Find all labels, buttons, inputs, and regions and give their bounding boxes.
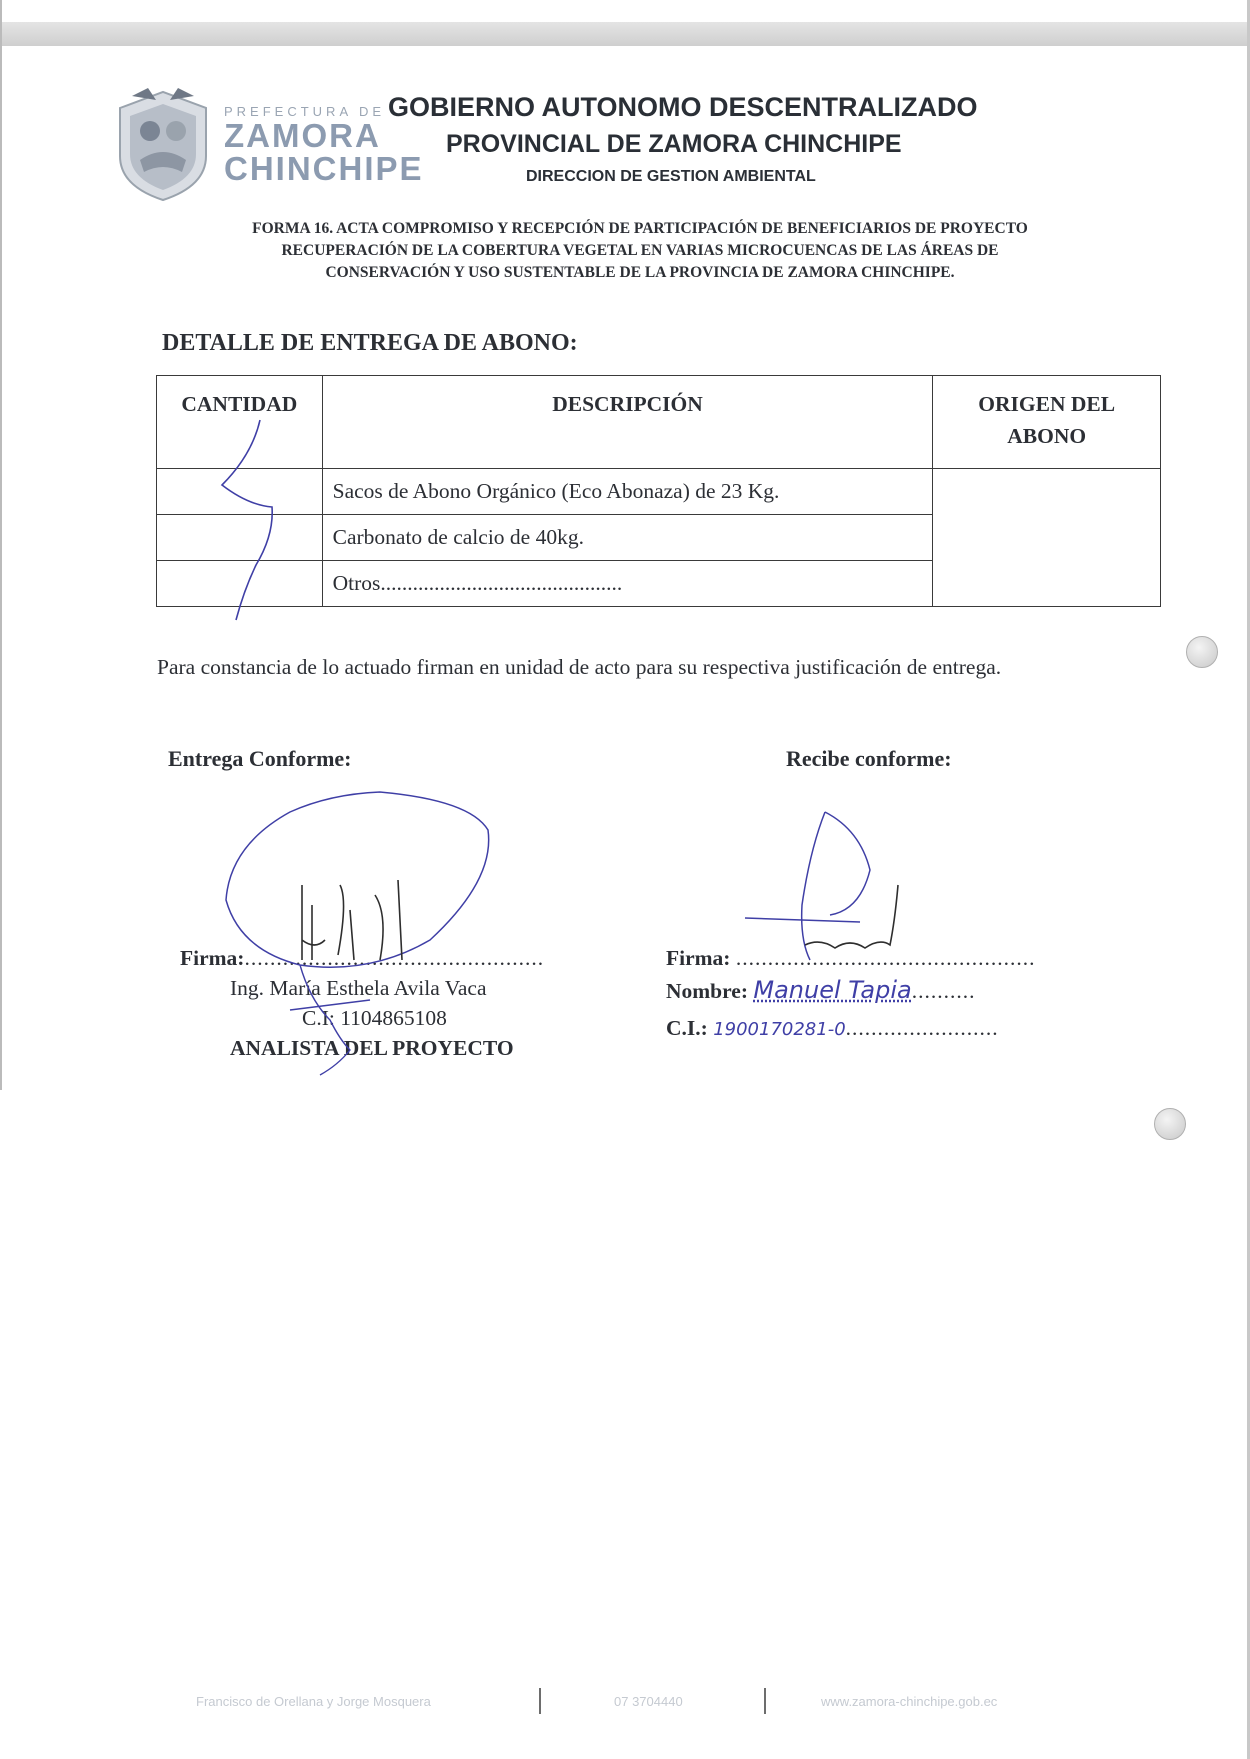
recibe-nombre-dots: .......... [911,979,976,1003]
logo-small-text: PREFECTURA DE [224,104,386,119]
recibe-heading: Recibe conforme: [786,746,952,771]
recibe-firma-label: Firma: [666,946,731,970]
recibe-ci-value: 1900170281-0 [713,1019,846,1040]
punch-hole-top [1186,636,1218,668]
footer-separator [539,1688,541,1714]
punch-hole-bottom [1154,1108,1186,1140]
header-title: GOBIERNO AUTONOMO DESCENTRALIZADO [388,92,978,122]
prefectura-logo-emblem [112,86,214,204]
entrega-ci: C.I: 1104865108 [302,1006,447,1030]
header-origen-line-1: ORIGEN DEL [978,392,1116,416]
footer-address: Francisco de Orellana y Jorge Mosquera [196,1694,431,1709]
scan-border-top [0,22,1250,46]
header-descripcion: DESCRIPCIÓN [322,376,933,469]
table-row [157,469,1161,515]
logo-line-zamora: ZAMORA [224,117,381,154]
header-cantidad: CANTIDAD [157,376,323,469]
constancia-text: Para constancia de lo actuado firman en unidad de acto para su respectiva justificación de entrega. [157,655,1002,679]
header-origen [933,376,1161,469]
form-title [150,218,1130,284]
entrega-heading: Entrega Conforme: [168,746,352,771]
recibe-handwritten-signature [740,810,910,970]
cell-descripcion: Otros............................................. [322,561,933,607]
recibe-nombre-label: Nombre: [666,979,749,1003]
recibe-nombre-line [666,976,1035,1006]
cell-descripcion: Carbonato de calcio de 40kg. [322,515,933,561]
cell-descripcion: Sacos de Abono Orgánico (Eco Abonaza) de 23 Kg. [322,469,933,515]
abono-table [156,375,1161,607]
cell-origen [933,469,1161,607]
header-origen-line-2: ABONO [1007,424,1087,448]
entrega-firma-label: Firma: [180,946,245,970]
entrega-name: Ing. María Esthela Avila Vaca [230,976,487,1000]
table-header-row [157,376,1161,469]
handwritten-brace [200,415,280,625]
recibe-firma-dots: ............................................... [735,946,1036,970]
entrega-firma-dots: ............................................... [244,946,545,970]
logo-line-chinchipe: CHINCHIPE [224,150,424,187]
scan-border-left [0,0,2,1090]
section-title: DETALLE DE ENTREGA DE ABONO: [162,330,578,356]
recibe-ci-line [666,1016,1035,1046]
footer-separator [764,1688,766,1714]
entrega-handwritten-signature [220,790,500,1080]
form-title-line-3: CONSERVACIÓN Y USO SUSTENTABLE DE LA PROVINCIA DE ZAMORA CHINCHIPE. [325,264,955,281]
form-title-line-1: FORMA 16. ACTA COMPROMISO Y RECEPCIÓN DE PARTICIPACIÓN DE BENEFICIARIOS DE PROYECTO [252,220,1028,237]
recibe-nombre-value: Manuel Tapia [753,976,912,1004]
recibe-ci-label: C.I.: [666,1016,708,1040]
recibe-ci-dots: ........................ [845,1016,999,1040]
header-subtitle: PROVINCIAL DE ZAMORA CHINCHIPE [446,130,902,158]
footer-website: www.zamora-chinchipe.gob.ec [821,1694,998,1709]
footer-phone: 07 3704440 [614,1694,683,1709]
header-department: DIRECCION DE GESTION AMBIENTAL [526,168,816,185]
entrega-role: ANALISTA DEL PROYECTO [230,1036,514,1060]
form-title-line-2: RECUPERACIÓN DE LA COBERTURA VEGETAL EN VARIAS MICROCUENCAS DE LAS ÁREAS DE [281,242,999,259]
